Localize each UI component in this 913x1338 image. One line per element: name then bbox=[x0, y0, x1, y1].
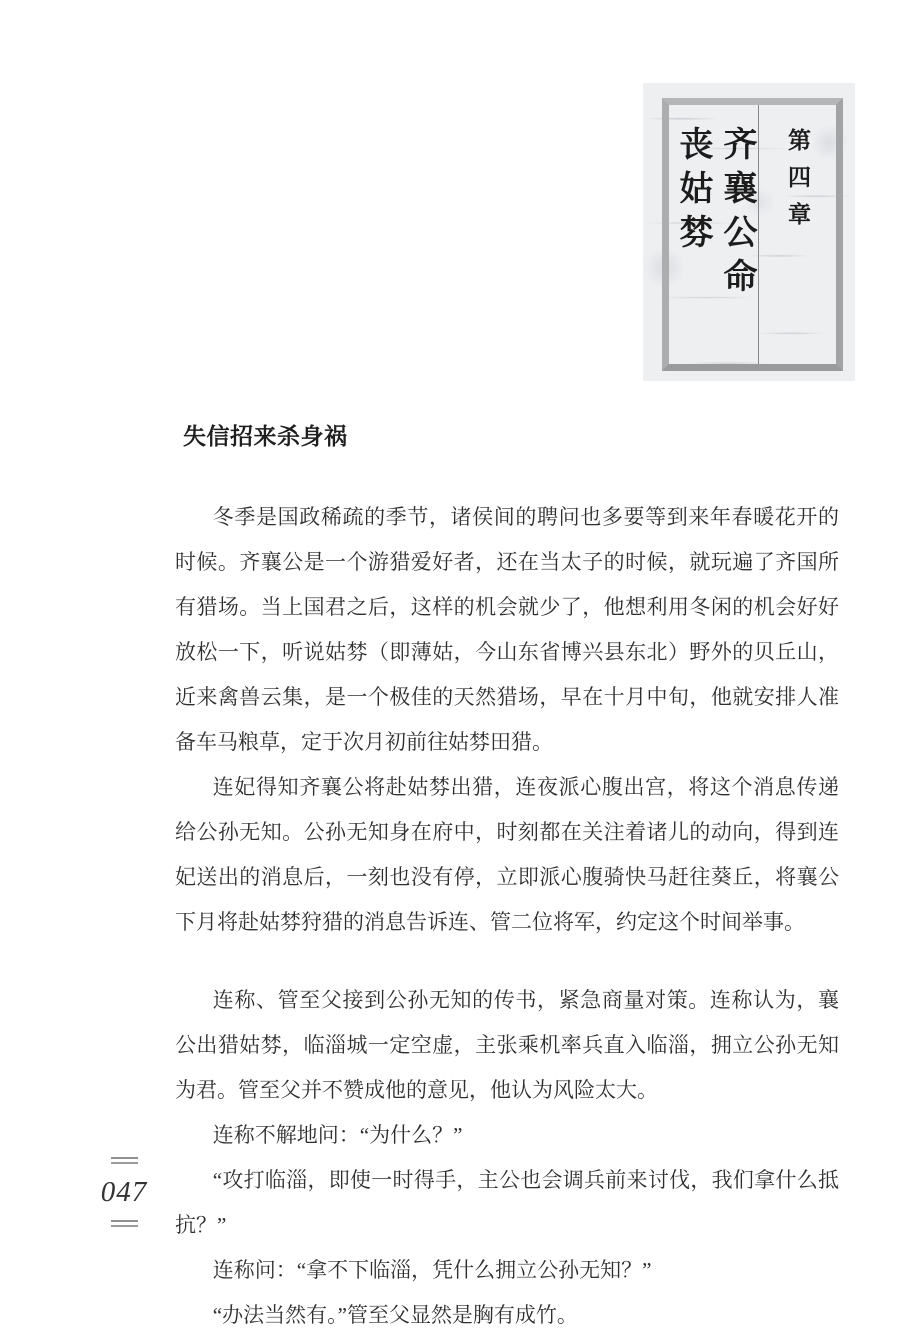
paragraph: “攻打临淄，即使一时得手，主公也会调兵前来讨伐，我们拿什么抵抗？” bbox=[175, 1168, 839, 1237]
body-text bbox=[175, 495, 839, 1338]
chapter-title-box bbox=[643, 83, 855, 381]
folio bbox=[96, 1157, 152, 1227]
chapter-number-column bbox=[758, 105, 836, 364]
paragraph: 连称问：“拿不下临淄，凭什么拥立公孙无知？” bbox=[212, 1258, 652, 1282]
folio-rule-top bbox=[111, 1157, 138, 1164]
chapter-title-column-1: 齐襄公命 bbox=[718, 126, 755, 302]
page-number: 047 bbox=[100, 1176, 148, 1208]
folio-rule-bottom bbox=[111, 1220, 138, 1227]
paragraph: 连称不解地问：“为什么？” bbox=[212, 1123, 463, 1147]
chapter-title-column-2: 丧姑棼 bbox=[674, 126, 711, 258]
section-heading: 失信招来杀身祸 bbox=[183, 423, 348, 449]
chapter-title bbox=[669, 105, 758, 364]
paragraph: 连妃得知齐襄公将赴姑棼出猎，连夜派心腹出宫，将这个消息传递给公孙无知。公孙无知身在府中，时刻都在关注着诸儿的动向，得到连妃送出的消息后，一刻也没有停，立即派心腹骑快马赶往葵丘，将襄公下月将赴姑棼狩猎的消息告诉连、管二位将军，约定这个时间举事。 bbox=[175, 775, 839, 934]
paragraph: 冬季是国政稀疏的季节，诸侯间的聘问也多要等到来年春暖花开的时候。齐襄公是一个游猎爱好者，还在当太子的时候，就玩遍了齐国所有猎场。当上国君之后，这样的机会就少了，他想利用冬闲的机会好好放松一下，听说姑棼（即薄姑，今山东省博兴县东北）野外的贝丘山，近来禽兽云集，是一个极佳的天然猎场，早在十月中旬，他就安排人准备车马粮草，定于次月初前往姑棼田猎。 bbox=[175, 505, 839, 754]
chapter-number-label: 第四章 bbox=[785, 128, 810, 239]
paragraph: “办法当然有。”管至父显然是胸有成竹。 bbox=[212, 1303, 578, 1327]
chapter-frame bbox=[662, 98, 843, 371]
paragraph: 连称、管至父接到公孙无知的传书，紧急商量对策。连称认为，襄公出猎姑棼，临淄城一定空虚，主张乘机率兵直入临淄，拥立公孙无知为君。管至父并不赞成他的意见，他认为风险太大。 bbox=[175, 988, 839, 1102]
